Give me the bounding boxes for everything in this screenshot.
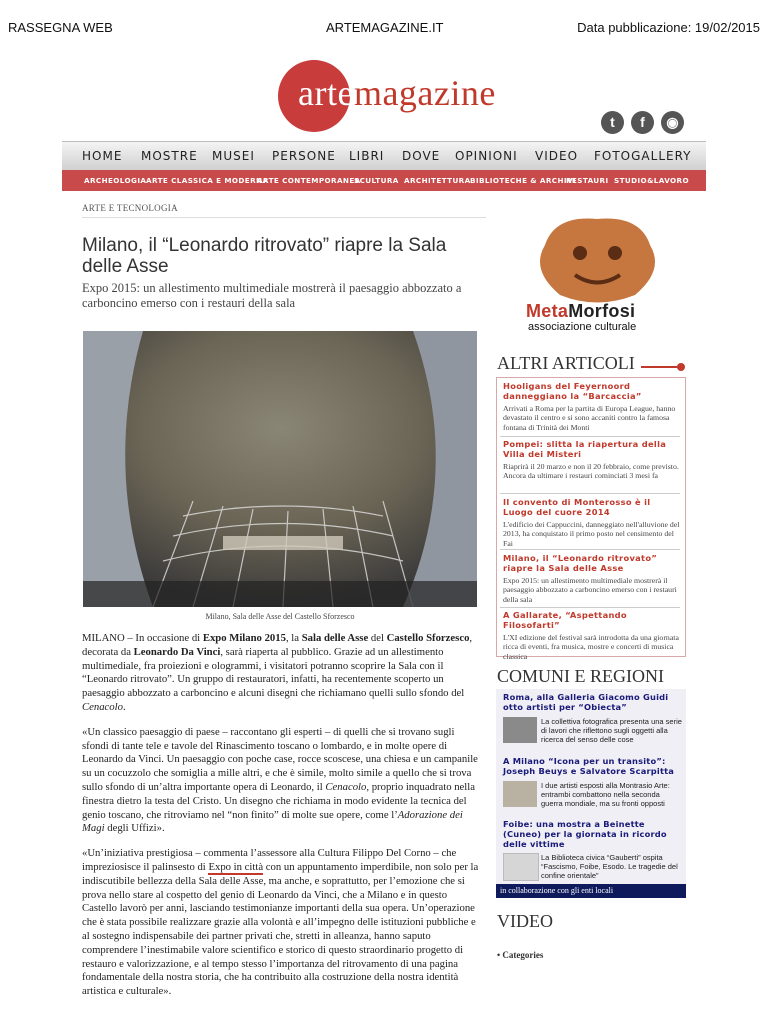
- press-label: RASSEGNA WEB: [8, 20, 113, 35]
- subnav-scultura[interactable]: SCULTURA: [354, 176, 399, 185]
- collaboration-bar: in collaborazione con gli enti locali: [496, 884, 686, 898]
- divider: [500, 607, 680, 608]
- article-paragraph-2: «Un classico paesaggio di paese – raccontano gli esperti – di quelli che si trovano sugli sfondi di tante tele e tavole del Rinascimento toscano o lombardo, e in molte opere di Leonardo da Vinci. Un paesaggio con poche case, rocce scoscese, una chiesa e un campanile su un cocuzzolo che somiglia a mille altri, e che è simile, molto simile a quello che si trova sullo sfondo di un’altra importante opera di Leonardo, il Cenacolo, proprio inquadrato nella finestra dietro la testa del Cristo. Un disegno che richiama in modo evidente la tecnica del genio toscano, che ritroviamo nel “non finito” di molte sue opere, come l’Adorazione dei Magi degli Uffizi».: [82, 725, 478, 835]
- rss-icon[interactable]: ◉: [661, 111, 684, 134]
- side-article-desc: Arrivati a Roma per la partita di Europa League, hanno devastato il centro e si sono accaniti contro la famosa fontana di Trinità dei Monti: [503, 404, 676, 432]
- sponsor-name[interactable]: MetaMorfosi: [526, 301, 636, 321]
- comuni-article-desc: La Biblioteca civica “Gauberti” ospita “Fascismo, Foibe, Esodo. Le tragedie del confine orientale”: [541, 853, 678, 880]
- comuni-article-desc: I due artisti esposti alla Montrasio Arte: entrambi combattono nella seconda guerra mondiale, ma su fronti opposti: [541, 781, 670, 808]
- facebook-icon[interactable]: f: [631, 111, 654, 134]
- twitter-icon[interactable]: t: [601, 111, 624, 134]
- altri-articoli-heading: ALTRI ARTICOLI: [497, 353, 635, 373]
- logo-text-arte: arte: [298, 73, 354, 113]
- side-article[interactable]: [503, 610, 681, 661]
- heading-dot: [677, 363, 685, 371]
- nav-musei[interactable]: MUSEI: [212, 149, 255, 163]
- comuni-thumbnail[interactable]: [503, 781, 537, 807]
- comuni-article-title[interactable]: A Milano “Icona per un transito”: Joseph Beuys e Salvatore Scarpitta: [503, 756, 675, 776]
- side-article-title[interactable]: A Gallarate, “Aspettando Filosofarti”: [503, 610, 627, 630]
- side-article[interactable]: [503, 497, 681, 548]
- nav-opinioni[interactable]: OPINIONI: [455, 149, 518, 163]
- side-article-desc: Expo 2015: un allestimento multimediale mostrerà il paesaggio abbozzato a carboncino emerso con i restauri della sala: [503, 576, 677, 604]
- video-heading: VIDEO: [497, 911, 553, 931]
- categories-item[interactable]: • Categories: [497, 950, 544, 960]
- subnav-restauri[interactable]: RESTAURI: [566, 176, 609, 185]
- side-article[interactable]: [503, 439, 681, 481]
- comuni-article[interactable]: [503, 692, 683, 744]
- logo-text-magazine: magazine: [353, 73, 496, 113]
- sponsor-subtitle: associazione culturale: [528, 321, 637, 333]
- side-article-title[interactable]: Hooligans del Feyernoord danneggiano la “Barcaccia”: [503, 381, 642, 401]
- categories-label[interactable]: Categories: [502, 950, 544, 960]
- sub-nav: [62, 170, 706, 191]
- subnav-archeologia[interactable]: ARCHEOLOGIA: [84, 176, 147, 185]
- comuni-article[interactable]: [503, 819, 683, 880]
- comuni-article-title[interactable]: Foibe: una mostra a Beinette (Cuneo) per la giornata in ricordo delle vittime: [503, 819, 667, 849]
- nav-mostre[interactable]: MOSTRE: [141, 149, 198, 163]
- article-subtitle: Expo 2015: un allestimento multimediale mostrerà il paesaggio abbozzato a carboncino emerso con i restauri della sala: [82, 281, 462, 310]
- side-article[interactable]: [503, 553, 681, 604]
- nav-video[interactable]: VIDEO: [535, 149, 579, 163]
- comuni-thumbnail[interactable]: [503, 853, 539, 881]
- comuni-article-title[interactable]: Roma, alla Galleria Giacomo Guidi otto artisti per “Obiecta”: [503, 692, 669, 712]
- comuni-article[interactable]: [503, 756, 683, 808]
- article-section[interactable]: ARTE E TECNOLOGIA: [82, 203, 178, 213]
- photo-caption: Milano, Sala delle Asse del Castello Sforzesco: [205, 612, 355, 621]
- main-nav: [62, 141, 706, 171]
- article-body: [82, 632, 482, 1010]
- nav-dove[interactable]: DOVE: [402, 149, 441, 163]
- press-date: Data pubblicazione: 19/02/2015: [577, 20, 760, 35]
- heading-rule: [641, 366, 679, 368]
- sala-delle-asse-photo: [83, 331, 477, 607]
- divider: [500, 549, 680, 550]
- article-title: Milano, il “Leonardo ritrovato” riapre la Sala delle Asse: [82, 235, 447, 277]
- subnav-studio-lavoro[interactable]: STUDIO&LAVORO: [614, 176, 689, 185]
- site-logo[interactable]: [272, 58, 502, 132]
- logo-text: [298, 72, 496, 114]
- divider: [500, 436, 680, 437]
- nav-persone[interactable]: PERSONE: [272, 149, 336, 163]
- comuni-article-desc: La collettiva fotografica presenta una serie di lavori che riflettono sugli oggetti alla ricerca del senso delle cose: [541, 717, 682, 744]
- side-article-title[interactable]: Pompei: slitta la riapertura della Villa dei Misteri: [503, 439, 667, 459]
- comuni-thumbnail[interactable]: [503, 717, 537, 743]
- subnav-arte-contemporanea[interactable]: ARTE CONTEMPORANEA: [257, 176, 361, 185]
- side-article[interactable]: [503, 381, 681, 432]
- expo-in-citta-link[interactable]: Expo in città: [208, 860, 264, 873]
- nav-home[interactable]: HOME: [82, 149, 123, 163]
- article-paragraph-1: MILANO – In occasione di Expo Milano 2015, la Sala delle Asse del Castello Sforzesco, decorata da Leonardo Da Vinci, sarà riaperta al pubblico. Grazie ad un allestimento multimediale, fra proiezioni e ologrammi, i visitatori potranno scoprire la Sala con il “Leonardo ritrovato”. Un gruppo di restauratori, infatti, ha recentemente scoperto un paesaggio abbozzato a carboncino e alcuni disegni che richiamano quelli sullo sfondo del Cenacolo.: [82, 632, 473, 713]
- section-divider: [82, 217, 486, 218]
- side-article-title[interactable]: Milano, il “Leonardo ritrovato” riapre la Sala delle Asse: [503, 553, 658, 573]
- nav-fotogallery[interactable]: FOTOGALLERY: [594, 149, 692, 163]
- press-source: ARTEMAGAZINE.IT: [326, 20, 444, 35]
- side-article-title[interactable]: Il convento di Monterosso è il Luogo del cuore 2014: [503, 497, 651, 517]
- side-article-desc: L'XI edizione del festival sarà introdotta da una giornata ricca di eventi, fra musica, mostre e concerti di musica classica: [503, 633, 679, 661]
- nav-libri[interactable]: LIBRI: [349, 149, 385, 163]
- comuni-regioni-heading: COMUNI E REGIONI: [497, 666, 664, 686]
- mask-icon: [525, 215, 670, 305]
- subnav-arte-classica[interactable]: ARTE CLASSICA E MODERNA: [146, 176, 269, 185]
- divider: [500, 493, 680, 494]
- article-photo: [83, 331, 477, 607]
- press-header: [0, 0, 768, 40]
- subnav-architettura[interactable]: ARCHITETTURA: [404, 176, 471, 185]
- side-article-desc: L'edificio dei Cappuccini, danneggiato nell'alluvione del 2013, ha conquistato il primo posto nel censimento del Fai: [503, 520, 680, 548]
- side-article-desc: Riaprirà il 20 marzo e non il 20 febbraio, come previsto. Ancora da ultimare i restauri cominciati 3 mesi fa: [503, 462, 679, 481]
- subnav-biblioteche[interactable]: BIBLIOTECHE & ARCHIVI: [470, 176, 576, 185]
- article-paragraph-3: «Un’iniziativa prestigiosa – commenta l’assessore alla Cultura Filippo Del Corno – che impreziosisce il palinsesto di Expo in città con un appuntamento imperdibile, non solo per la indiscutibile bellezza della Sala delle Asse, ma anche, e soprattutto, per l’emozione che si prova nello stare al cospetto del genio di Leonardo da Vinci, che a Milano e in questo Castello lavorò per anni, lasciando testimonianze importanti della sua opera. Un’operazione che è stata possibile realizzare grazie alla volontà e all’impegno delle istituzioni pubbliche e al sostegno indispensabile dei partner privati che, stretti in alleanza, hanno saputo comprendere l’inestimabile valore scientifico e storico di questo straordinario progetto di restauro e valorizzazione, e al tempo stesso l’importanza del ritrovamento di una pagina fondamentale della nostra storia, che ha contribuito alla costruzione della nostra identità artistica e culturale».: [82, 847, 479, 998]
